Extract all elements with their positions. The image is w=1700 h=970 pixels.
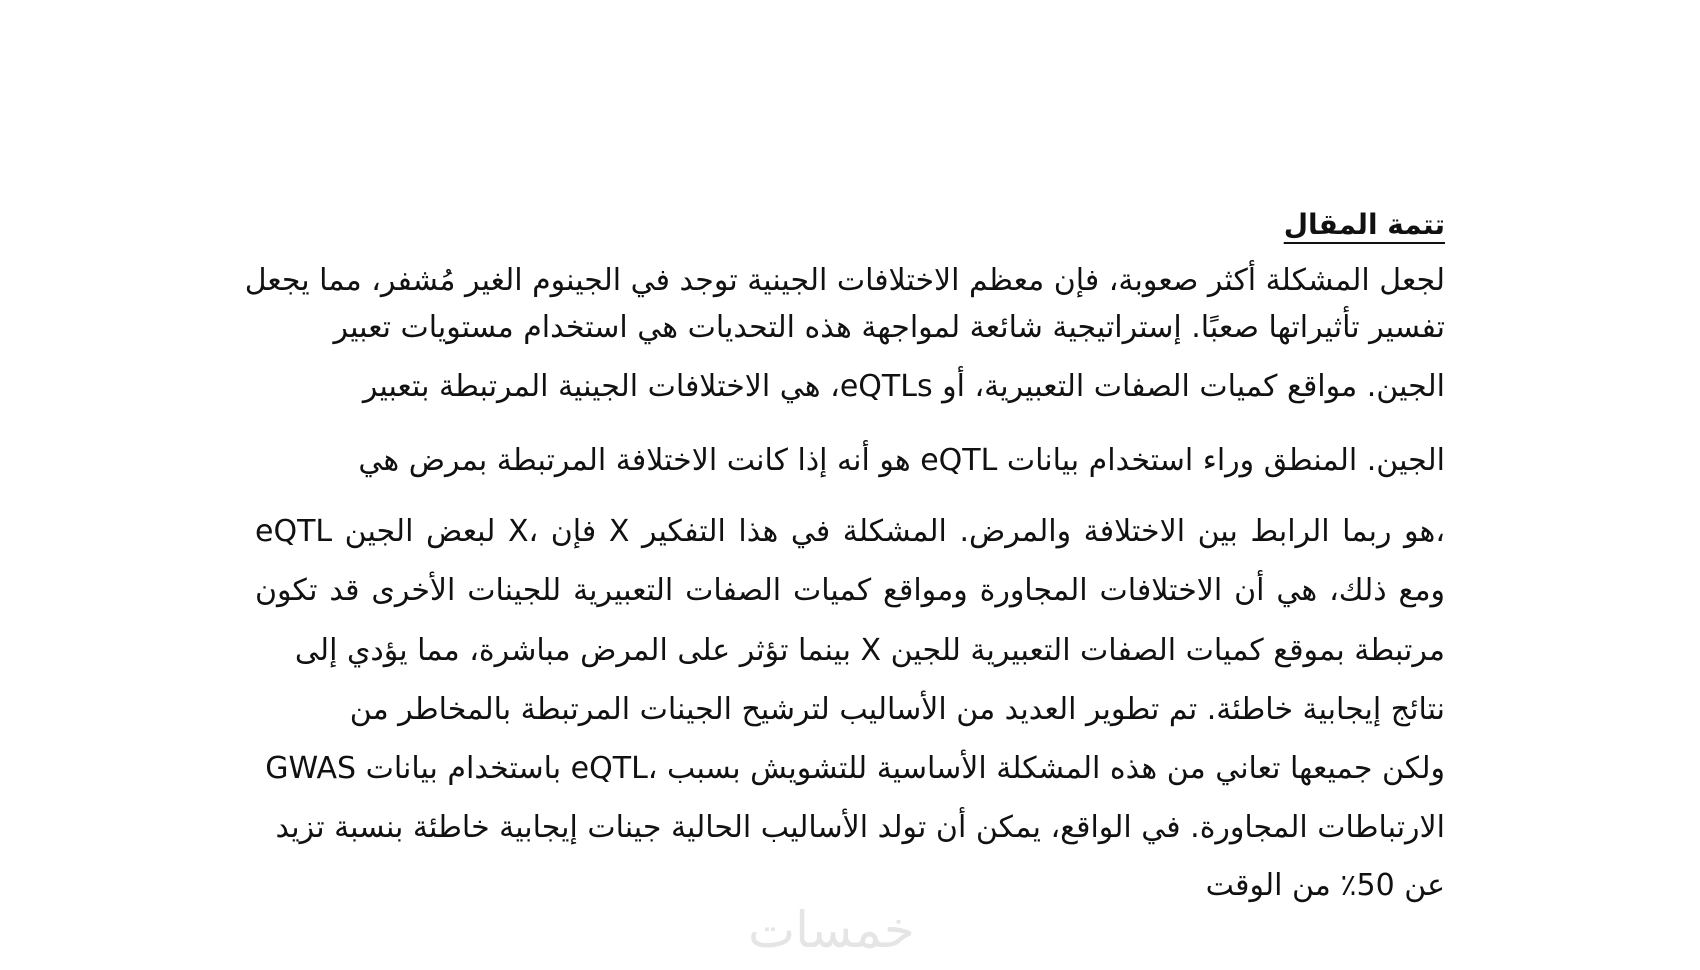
paragraph-line: الارتباطات المجاورة. في الواقع، يمكن أن تولد الأساليب الحالية جينات إيجابية خاطئة بنسبة تزيد [275,810,1445,845]
watermark-logo: خمسات [748,901,915,959]
article-heading: تتمة المقال [1283,208,1445,241]
paragraph-line: مرتبطة بموقع كميات الصفات التعبيرية للجين X بينما تؤثر على المرض مباشرة، مما يؤدي إلى [294,633,1445,668]
paragraph-line: GWAS باستخدام بيانات eQTL، ولكن جميعها تعاني من هذه المشكلة الأساسية للتشويش بسبب [265,751,1445,786]
paragraph-line: تفسير تأثيراتها صعبًا. إستراتيجية شائعة لمواجهة هذه التحديات هي استخدام مستويات تعبير [333,310,1445,345]
paragraph-line: نتائج إيجابية خاطئة. تم تطوير العديد من الأساليب لترشيح الجينات المرتبطة بالمخاطر من [349,692,1445,727]
paragraph-line: الجين. المنطق وراء استخدام بيانات eQTL هو أنه إذا كانت الاختلافة المرتبطة بمرض هي [358,443,1445,478]
paragraph-line: لجعل المشكلة أكثر صعوبة، فإن معظم الاختلافات الجينية توجد في الجينوم الغير مُشفر، مما يجعل [244,263,1445,298]
paragraph-line: ومع ذلك، هي أن الاختلافات المجاورة ومواقع كميات الصفات التعبيرية للجينات الأخرى قد تكون [255,573,1445,608]
paragraph-line: عن 50٪ من الوقت [1205,868,1445,903]
paragraph-line: الجين. مواقع كميات الصفات التعبيرية، أو eQTLs، هي الاختلافات الجينية المرتبطة بتعبير [362,369,1445,404]
paragraph-line: eQTL لبعض الجين X، فإن X هو ربما الرابط بين الاختلافة والمرض. المشكلة في هذا التفكير، [255,514,1446,549]
